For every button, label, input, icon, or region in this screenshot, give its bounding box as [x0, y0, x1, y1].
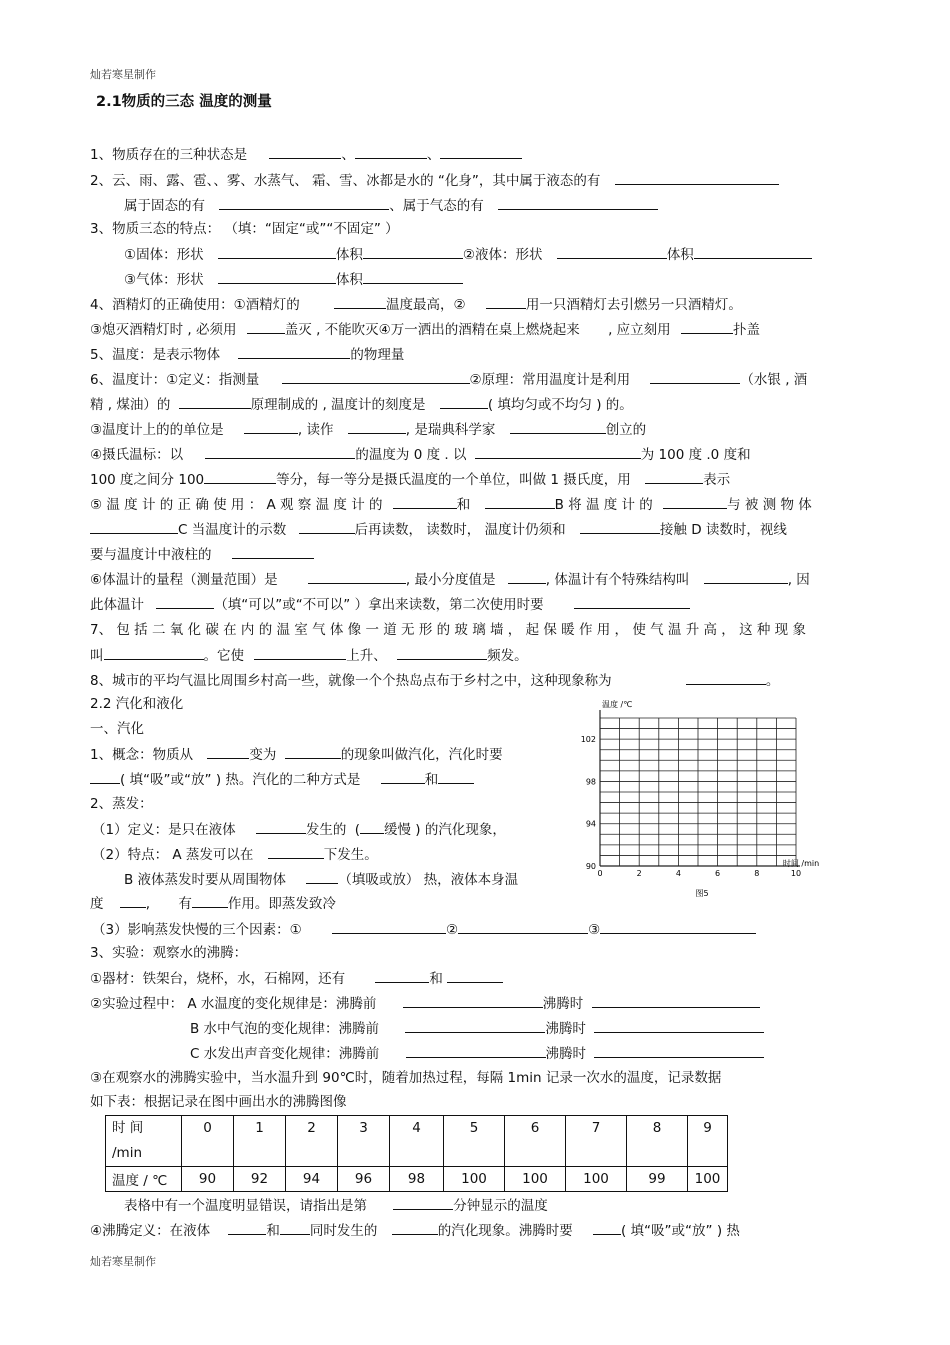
table-cell: 94 [286, 1167, 338, 1192]
answer-blank[interactable] [600, 920, 756, 934]
table-cell: 99 [627, 1167, 688, 1192]
evaporation-feature-b: B 液体蒸发时要从周围物体 （填吸或放） 热，液体本身温 [124, 872, 519, 888]
answer-blank[interactable] [218, 270, 336, 284]
answer-blank[interactable] [397, 646, 487, 660]
answer-blank[interactable] [299, 520, 355, 534]
answer-blank[interactable] [332, 920, 446, 934]
question-6-line2: 精 , 煤油）的 原理制成的 , 温度计的刻度是 ( 填均匀或不均匀 ) 的。 [90, 397, 633, 413]
answer-blank[interactable] [440, 145, 522, 159]
question-7-line2: 叫 。它使 上升、 频发。 [90, 648, 528, 664]
answer-blank[interactable] [363, 245, 463, 259]
question-5: 5、温度：是表示物体 的物理量 [90, 347, 405, 363]
table-cell: 100 [688, 1167, 728, 1192]
answer-blank[interactable] [360, 820, 384, 834]
time-unit: /min [112, 1145, 143, 1161]
answer-blank[interactable] [282, 370, 470, 384]
answer-blank[interactable] [355, 145, 427, 159]
table-cell: 8 [627, 1116, 688, 1167]
table-cell: 2 [286, 1116, 338, 1167]
answer-blank[interactable] [650, 370, 740, 384]
answer-blank[interactable] [594, 1044, 764, 1058]
answer-blank[interactable] [381, 770, 425, 784]
answer-blank[interactable] [447, 969, 503, 983]
question-4-line2: ③熄灭酒精灯时 , 必须用 盖灭 , 不能吹灭④万一洒出的酒精在桌上燃烧起来 , 应立刻用 扑盖 [90, 322, 760, 338]
answer-blank[interactable] [440, 395, 488, 409]
question-6-line9: ⑥体温计的量程（测量范围）是 , 最小分度值是 , 体温计有个特殊结构叫 , 因 [90, 572, 810, 588]
boiling-definition: ④沸腾定义：在液体 和 同时发生的 的汽化现象。沸腾时要 ( 填“吸”或“放” ) 热 [90, 1223, 740, 1239]
x-tick-label: 8 [754, 869, 760, 878]
answer-blank[interactable] [557, 245, 667, 259]
figure-caption: 图5 [695, 889, 709, 898]
answer-blank[interactable] [207, 745, 249, 759]
table-cell: 1 [234, 1116, 286, 1167]
answer-blank[interactable] [486, 295, 526, 309]
x-tick-label: 10 [790, 869, 802, 878]
answer-blank[interactable] [90, 770, 120, 784]
answer-blank[interactable] [204, 470, 276, 484]
concept-line2: ( 填“吸”或“放” ) 热。汽化的二种方式是 和 [90, 770, 474, 789]
question-3-solid-liquid: ①固体：形状 体积 ②液体：形状 体积 [124, 245, 812, 264]
question-6-line4: ④摄氏温标：以 的温度为 0 度 . 以 为 100 度 .0 度和 [90, 447, 751, 463]
answer-blank[interactable] [218, 245, 336, 259]
table-cell: 7 [566, 1116, 627, 1167]
experiment-record-line1: ③在观察水的沸腾实验中，当水温升到 90℃时，随着加热过程，每隔 1min 记录一次水的温度，记录数据 [90, 1070, 722, 1086]
table-cell: 4 [390, 1116, 444, 1167]
evaporation-definition: （1）定义：是只在液体 发生的 ( 缓慢 ) 的汽化现象， [92, 822, 506, 838]
answer-blank[interactable] [405, 1019, 545, 1033]
table-cell: 9 [688, 1116, 728, 1167]
question-8: 8、城市的平均气温比周围乡村高一些，就像一个个热岛点布于乡村之中，这种现象称为 。 [90, 673, 780, 689]
question-6-line8: 要与温度计中液柱的 [90, 545, 314, 564]
answer-blank[interactable] [594, 1019, 764, 1033]
table-error-question: 表格中有一个温度明显错误，请指出是第 分钟显示的温度 [124, 1198, 548, 1214]
answer-blank[interactable] [592, 994, 760, 1008]
answer-blank[interactable] [406, 1044, 546, 1058]
answer-blank[interactable] [232, 545, 314, 559]
x-axis-label: 时间 /min [782, 859, 820, 868]
question-3-gas: ③气体：形状 体积 [124, 270, 463, 289]
experiment-process-b: B 水中气泡的变化规律：沸腾前 沸腾时 [190, 1019, 764, 1038]
question-6-line3: ③温度计上的的单位是 , 读作 , 是瑞典科学家 创立的 [90, 422, 647, 438]
answer-blank[interactable] [510, 420, 606, 434]
page-title: 2.1物质的三态 温度的测量 [96, 94, 272, 110]
question-2-line2: 属于固态的有 、属于气态的有 [124, 196, 658, 215]
y-tick-label: 102 [580, 735, 596, 745]
answer-blank[interactable] [593, 1221, 621, 1235]
answer-blank[interactable] [90, 520, 178, 534]
answer-blank[interactable] [615, 171, 779, 185]
answer-blank[interactable] [238, 345, 350, 359]
answer-blank[interactable] [348, 420, 406, 434]
experiment-process-a: ②实验过程中： A 水温度的变化规律是：沸腾前 沸腾时 [90, 994, 760, 1013]
table-cell: 3 [338, 1116, 390, 1167]
answer-blank[interactable] [681, 320, 733, 334]
table-cell: 0 [182, 1116, 234, 1167]
table-cell: 100 [444, 1167, 505, 1192]
x-tick-label: 0 [597, 869, 603, 878]
question-2: 2、云、雨、露、雹、、雾、水蒸气、 霜、雪、冰都是水的 “化身”，其中属于液态的有 [90, 171, 779, 190]
answer-blank[interactable] [205, 445, 355, 459]
evaporation-heading: 2、蒸发： [90, 796, 153, 812]
answer-blank[interactable] [179, 395, 251, 409]
page-footer: 灿若寒星制作 [90, 1255, 156, 1268]
answer-blank[interactable] [268, 845, 324, 859]
question-6-line5: 100 度之间分 100 等分，每一等分是摄氏温度的一个单位，叫做 1 摄氏度，用 表示 [90, 472, 731, 488]
y-tick-label: 94 [585, 819, 596, 829]
answer-blank[interactable] [485, 495, 555, 509]
answer-blank[interactable] [475, 445, 641, 459]
answer-blank[interactable] [663, 495, 727, 509]
table-cell: 100 [505, 1167, 566, 1192]
answer-blank[interactable] [393, 495, 457, 509]
evaporation-feature-a: （2）特点： A 蒸发可以在 下发生。 [92, 847, 378, 863]
table-cell: 98 [390, 1167, 444, 1192]
question-6-line6: ⑤ 温 度 计 的 正 确 使 用 ： A 观 察 温 度 计 的 和 B 将 温 度 计 的 与 被 测 物 体 [90, 497, 812, 513]
answer-blank[interactable] [285, 745, 341, 759]
answer-blank[interactable] [393, 1196, 453, 1210]
x-tick-label: 2 [636, 869, 642, 878]
question-4: 4、酒精灯的正确使用：①酒精灯的 温度最高，② 用一只酒精灯去引燃另一只酒精灯。 [90, 297, 742, 313]
answer-blank[interactable] [104, 646, 204, 660]
question-7: 7、 包 括 二 氧 化 碳 在 内 的 温 室 气 体 像 一 道 无 形 的 玻 璃 墙 ， 起 保 暖 作 用 ， 使 气 温 升 高 ， 这 种 现 象 [90, 622, 806, 638]
table-cell: 90 [182, 1167, 234, 1192]
question-3: 3、物质三态的特点： （填：“固定“或”“不固定” ） [90, 221, 399, 237]
question-6: 6、温度计：①定义：指测量 ②原理：常用温度计是利用 （水银 , 酒 [90, 372, 808, 388]
answer-blank[interactable] [498, 196, 658, 210]
question-6-line7: C 当温度计的示数 后再读数， 读数时， 温度计仍须和 接触 D 读数时，视线 [90, 520, 787, 539]
answer-blank[interactable] [228, 1221, 266, 1235]
answer-blank[interactable] [704, 570, 788, 584]
table-cell: 92 [234, 1167, 286, 1192]
table-cell: 96 [338, 1167, 390, 1192]
table-cell: 5 [444, 1116, 505, 1167]
y-tick-label: 90 [585, 862, 596, 871]
answer-blank[interactable] [254, 646, 346, 660]
experiment-record-line2: 如下表：根据记录在图中画出水的沸腾图像 [90, 1094, 347, 1110]
evaporation-feature-c: 度 , 有 作用。即蒸发致冷 [90, 896, 336, 912]
answer-blank[interactable] [574, 595, 690, 609]
page-header: 灿若寒星制作 [90, 68, 156, 81]
answer-blank[interactable] [686, 671, 766, 685]
subsection-heading: 一、汽化 [90, 721, 144, 737]
temperature-label: 温度 / ℃ [106, 1167, 182, 1192]
answer-blank[interactable] [392, 1221, 438, 1235]
answer-blank[interactable] [280, 1221, 310, 1235]
question-1: 1、物质存在的三种状态是 、 、 [90, 145, 522, 164]
y-axis-label: 温度 /℃ [602, 700, 633, 709]
table-header-cell [106, 1116, 182, 1167]
experiment-process-c: C 水发出声音变化规律：沸腾前 沸腾时 [190, 1044, 764, 1063]
boiling-graph-grid[interactable] [578, 696, 820, 908]
experiment-heading: 3、实验：观察水的沸腾： [90, 945, 248, 961]
experiment-equipment: ①器材：铁架台，烧杯，水，石棉网，还有 和 [90, 969, 503, 988]
answer-blank[interactable] [247, 320, 285, 334]
table-cell: 6 [505, 1116, 566, 1167]
question-6-line10: 此体温计 （填“可以”或“不可以” ）拿出来读数，第二次使用时要 [90, 595, 690, 614]
table-row [106, 1167, 728, 1192]
time-label: 时 间 [112, 1120, 144, 1136]
answer-blank[interactable] [308, 570, 406, 584]
table-cell: 100 [566, 1167, 627, 1192]
answer-blank[interactable] [269, 145, 341, 159]
answer-blank[interactable] [334, 295, 386, 309]
answer-blank[interactable] [156, 595, 214, 609]
y-tick-label: 98 [585, 777, 596, 787]
boiling-data-table [105, 1115, 728, 1192]
answer-blank[interactable] [403, 994, 543, 1008]
answer-blank[interactable] [244, 420, 298, 434]
section-heading: 2.2 汽化和液化 [90, 696, 184, 712]
answer-blank[interactable] [306, 870, 338, 884]
answer-blank[interactable] [192, 894, 228, 908]
answer-blank[interactable] [580, 520, 660, 534]
answer-blank[interactable] [375, 969, 429, 983]
answer-blank[interactable] [508, 570, 546, 584]
concept-line1: 1、概念：物质从 变为 的现象叫做汽化，汽化时要 [90, 747, 503, 763]
table-row [106, 1116, 728, 1167]
answer-blank[interactable] [363, 270, 463, 284]
evaporation-factors: （3）影响蒸发快慢的三个因素：① ② ③ [92, 920, 756, 939]
answer-blank[interactable] [256, 820, 306, 834]
x-tick-label: 4 [675, 869, 681, 878]
answer-blank[interactable] [694, 245, 812, 259]
answer-blank[interactable] [120, 894, 146, 908]
answer-blank[interactable] [438, 770, 474, 784]
answer-blank[interactable] [219, 196, 389, 210]
answer-blank[interactable] [458, 920, 588, 934]
answer-blank[interactable] [645, 470, 703, 484]
x-tick-label: 6 [715, 869, 721, 878]
